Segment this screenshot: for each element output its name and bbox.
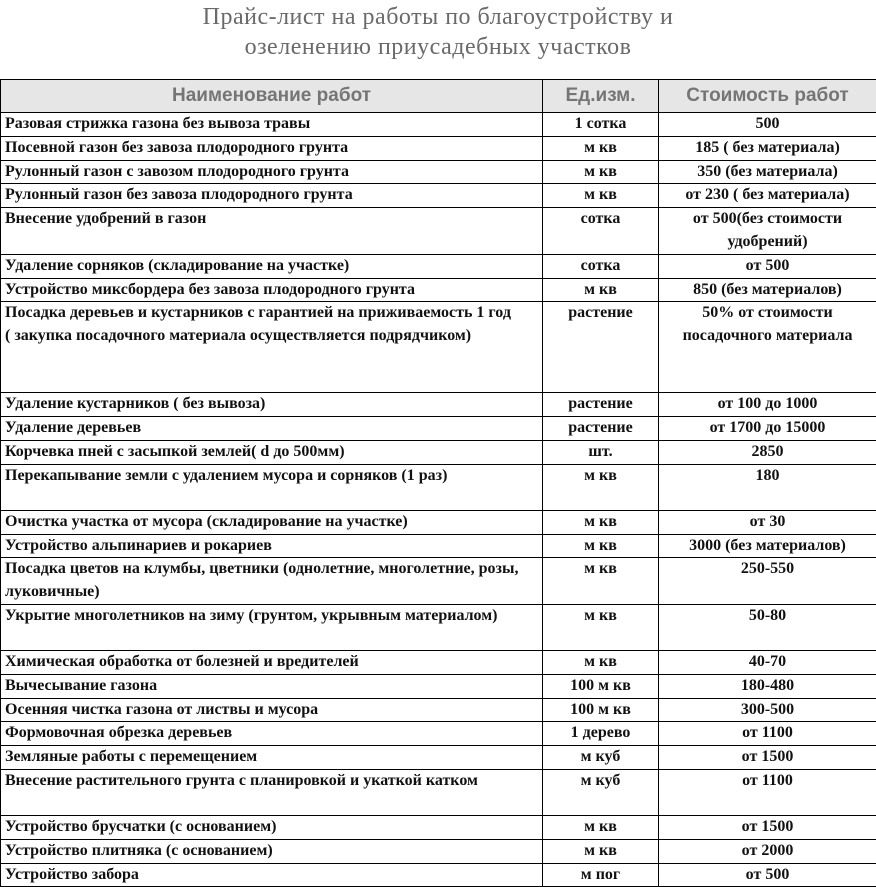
table-row: [1, 184, 876, 208]
cell-price: от 2000: [659, 839, 876, 863]
table-row: [1, 278, 876, 302]
cell-name: Посадка деревьев и кустарников с гарантией на приживаемость 1 год ( закупка посадочного материала осуществляется подрядчиком): [1, 302, 543, 393]
cell-unit: м кв: [543, 534, 659, 558]
cell-unit: м куб: [543, 746, 659, 770]
cell-name: Очистка участка от мусора (складирование на участке): [1, 510, 543, 534]
table-row: [1, 302, 876, 393]
cell-price: от 500: [659, 254, 876, 278]
table-row: [1, 698, 876, 722]
cell-price: 180: [659, 464, 876, 510]
table-row: [1, 839, 876, 863]
table-row: [1, 558, 876, 605]
table-row: [1, 464, 876, 510]
title-line-1: Прайс-лист на работы по благоустройству и: [0, 2, 876, 32]
cell-name: Удаление кустарников ( без вывоза): [1, 393, 543, 417]
cell-name: Посевной газон без завоза плодородного грунта: [1, 136, 543, 160]
cell-name: Вычесывание газона: [1, 674, 543, 698]
table-row: [1, 604, 876, 650]
cell-unit: м кв: [543, 184, 659, 208]
cell-name: Удаление деревьев: [1, 417, 543, 441]
cell-price: от 500(без стоимости удобрений): [659, 208, 876, 255]
cell-name: Разовая стрижка газона без вывоза травы: [1, 113, 543, 137]
cell-unit: растение: [543, 393, 659, 417]
cell-unit: м кв: [543, 136, 659, 160]
cell-name: Устройство плитняка (с основанием): [1, 839, 543, 863]
cell-unit: м кв: [543, 510, 659, 534]
cell-name: Укрытие многолетников на зиму (грунтом, укрывным материалом): [1, 604, 543, 650]
table-row: [1, 417, 876, 441]
table-row: [1, 769, 876, 815]
cell-price: 3000 (без материалов): [659, 534, 876, 558]
table-row: [1, 534, 876, 558]
table-row: [1, 160, 876, 184]
cell-price: от 30: [659, 510, 876, 534]
cell-name: Корчевка пней с засыпкой землей( d до 500мм): [1, 440, 543, 464]
cell-name: Устройство альпинариев и рокариев: [1, 534, 543, 558]
cell-price: 300-500: [659, 698, 876, 722]
header-price: Стоимость работ: [659, 80, 876, 113]
cell-price: от 1100: [659, 769, 876, 815]
table-row: [1, 136, 876, 160]
cell-name: Рулонный газон с завозом плодородного грунта: [1, 160, 543, 184]
cell-name: Перекапывание земли с удалением мусора и сорняков (1 раз): [1, 464, 543, 510]
cell-unit: сотка: [543, 254, 659, 278]
cell-unit: м куб: [543, 769, 659, 815]
cell-unit: растение: [543, 302, 659, 393]
cell-name: Осенняя чистка газона от листвы и мусора: [1, 698, 543, 722]
cell-unit: шт.: [543, 440, 659, 464]
cell-unit: м кв: [543, 278, 659, 302]
cell-name: Устройство забора: [1, 863, 543, 887]
title-line-2: озеленению приусадебных участков: [0, 32, 876, 62]
cell-unit: 100 м кв: [543, 674, 659, 698]
cell-name: Посадка цветов на клумбы, цветники (однолетние, многолетние, розы, луковичные): [1, 558, 543, 605]
table-body: [1, 113, 876, 887]
table-row: [1, 650, 876, 674]
cell-unit: м кв: [543, 815, 659, 839]
cell-price: 50% от стоимости посадочного материала: [659, 302, 876, 393]
cell-unit: м кв: [543, 464, 659, 510]
cell-unit: м кв: [543, 604, 659, 650]
cell-price: от 1100: [659, 722, 876, 746]
cell-price: от 1700 до 15000: [659, 417, 876, 441]
cell-unit: м кв: [543, 558, 659, 605]
table-row: [1, 113, 876, 137]
cell-name: Устройство миксбордера без завоза плодородного грунта: [1, 278, 543, 302]
cell-price: 850 (без материалов): [659, 278, 876, 302]
table-row: [1, 746, 876, 770]
cell-price: 500: [659, 113, 876, 137]
cell-unit: 1 дерево: [543, 722, 659, 746]
table-row: [1, 254, 876, 278]
cell-name: Внесение растительного грунта с планировкой и укаткой катком: [1, 769, 543, 815]
cell-price: от 100 до 1000: [659, 393, 876, 417]
table-row: [1, 510, 876, 534]
cell-price: от 500: [659, 863, 876, 887]
table-row: [1, 393, 876, 417]
cell-price: от 1500: [659, 815, 876, 839]
header-unit: Ед.изм.: [543, 80, 659, 113]
cell-unit: 1 сотка: [543, 113, 659, 137]
cell-unit: м кв: [543, 160, 659, 184]
cell-price: от 230 ( без материала): [659, 184, 876, 208]
cell-name: Земляные работы с перемещением: [1, 746, 543, 770]
cell-name: Устройство брусчатки (с основанием): [1, 815, 543, 839]
cell-unit: 100 м кв: [543, 698, 659, 722]
table-row: [1, 722, 876, 746]
cell-price: 40-70: [659, 650, 876, 674]
cell-name: Формовочная обрезка деревьев: [1, 722, 543, 746]
cell-unit: м пог: [543, 863, 659, 887]
cell-unit: м кв: [543, 650, 659, 674]
cell-unit: м кв: [543, 839, 659, 863]
cell-price: 2850: [659, 440, 876, 464]
cell-name: Внесение удобрений в газон: [1, 208, 543, 255]
table-row: [1, 440, 876, 464]
cell-price: 185 ( без материала): [659, 136, 876, 160]
cell-name: Химическая обработка от болезней и вредителей: [1, 650, 543, 674]
table-row: [1, 208, 876, 255]
cell-price: от 1500: [659, 746, 876, 770]
table-row: [1, 815, 876, 839]
cell-price: 180-480: [659, 674, 876, 698]
table-header-row: [1, 80, 876, 113]
cell-unit: сотка: [543, 208, 659, 255]
cell-name: Рулонный газон без завоза плодородного грунта: [1, 184, 543, 208]
table-row: [1, 863, 876, 887]
cell-unit: растение: [543, 417, 659, 441]
cell-name: Удаление сорняков (складирование на участке): [1, 254, 543, 278]
cell-price: 50-80: [659, 604, 876, 650]
cell-price: 250-550: [659, 558, 876, 605]
price-table: [0, 79, 876, 887]
table-row: [1, 674, 876, 698]
cell-price: 350 (без материала): [659, 160, 876, 184]
header-name: Наименование работ: [1, 80, 543, 113]
